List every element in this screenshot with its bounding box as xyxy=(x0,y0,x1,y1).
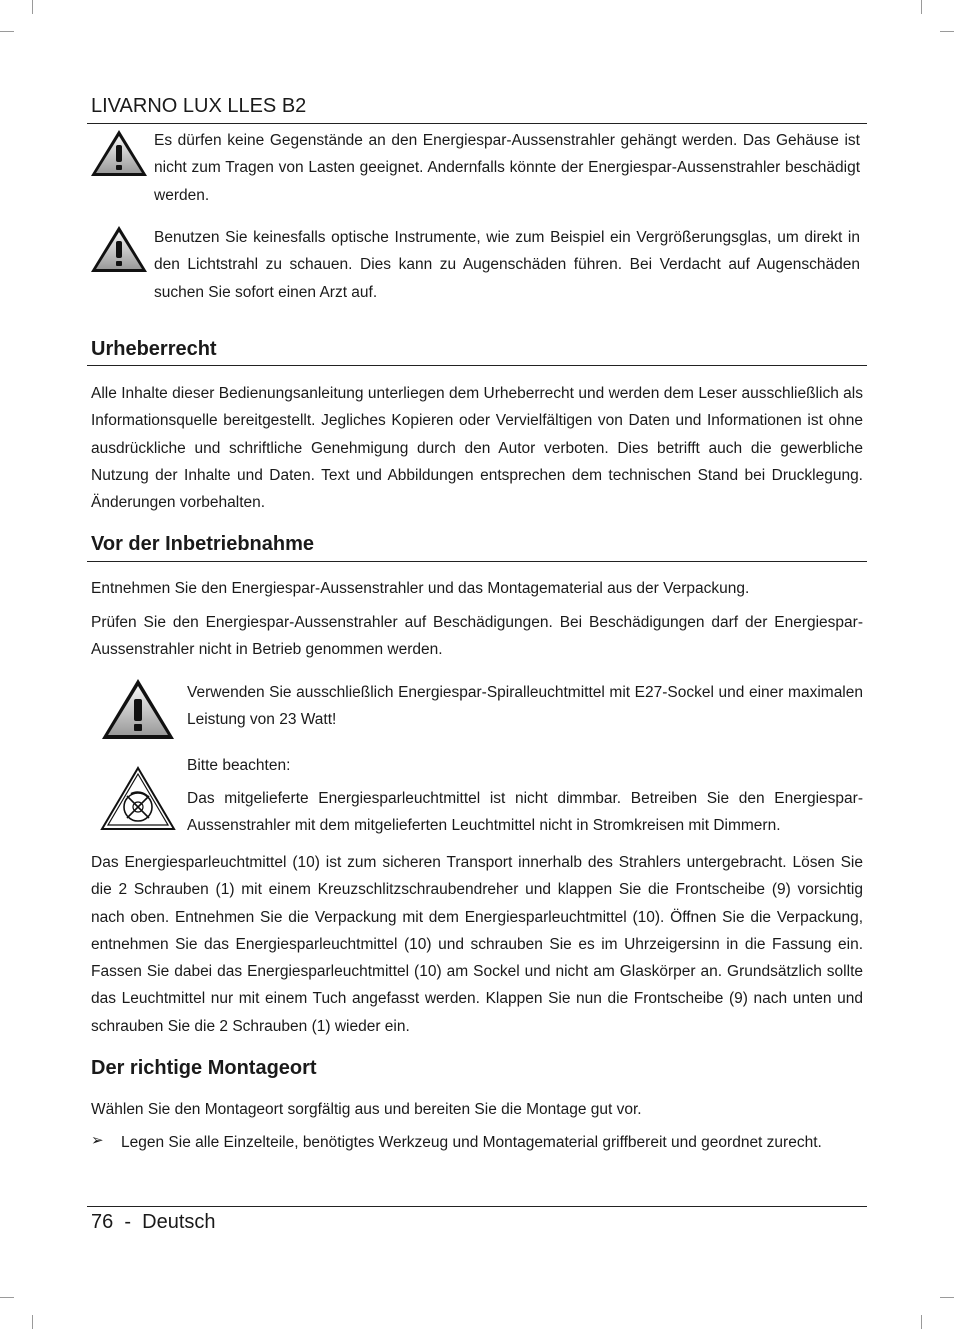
bullet-arrow-icon: ➢ xyxy=(91,1132,104,1149)
note-label: Bitte beachten: xyxy=(187,757,291,774)
copyright-text: Alle Inhalte dieser Bedienungsanleitung unterliegen dem Urheberrecht und werden dem Leser ausschließlich als Informationsquelle bereitgestellt. Jegliches Kopieren oder Vervielfältigen von Daten und Informationen ist ohne ausdrückliche und schriftliche Genehmigung durch den Autor verboten. Dies betrifft auch die gewerbliche Nutzung der Inhalte und Daten. Text und Abbildungen entsprechen dem technischen Stand bei Drucklegung. Änderungen vorbehalten. xyxy=(91,385,863,512)
crop-mark xyxy=(32,0,33,14)
warning-text: Es dürfen keine Gegenstände an den Energiespar-Aussenstrahler gehängt werden. Das Gehäuse ist nicht zum Tragen von Lasten geeignet. Andernfalls könnte der Energiespar-Aussenstrahler beschädigt werden. xyxy=(154,132,860,204)
crop-mark xyxy=(940,1297,954,1298)
header-rule xyxy=(87,123,867,124)
no-dimmer-icon xyxy=(100,766,176,832)
section-rule xyxy=(87,365,867,366)
warning-text: Benutzen Sie keinesfalls optische Instrumente, wie zum Beispiel ein Vergrößerungsglas, um direkt in den Lichtstrahl zu schauen. Dies kann zu Augenschäden führen. Bei Verdacht auf Augenschäden suchen Sie sofort einen Arzt auf. xyxy=(154,229,860,301)
crop-mark xyxy=(0,31,14,32)
section-rule xyxy=(87,561,867,562)
crop-mark xyxy=(32,1315,33,1329)
section-heading-montageort: Der richtige Montageort xyxy=(91,1057,317,1079)
paragraph: Entnehmen Sie den Energiespar-Aussenstrahler und das Montagematerial aus der Verpackung. xyxy=(91,580,750,597)
paragraph: Prüfen Sie den Energiespar-Aussenstrahler auf Beschädigungen. Bei Beschädigungen darf der Energiespar-Aussenstrahler nicht in Betrieb genommen werden. xyxy=(91,614,863,659)
warning-triangle-icon xyxy=(89,224,149,274)
section-heading-inbetriebnahme: Vor der Inbetriebnahme xyxy=(91,533,315,555)
list-item: Legen Sie alle Einzelteile, benötigtes Werkzeug und Montagematerial griffbereit und geordnet zurecht. xyxy=(121,1134,822,1151)
crop-mark xyxy=(921,0,922,14)
warning-text: Verwenden Sie ausschließlich Energiespar-Spiralleuchtmittel mit E27-Sockel und einer maximalen Leistung von 23 Watt! xyxy=(187,684,863,729)
warning-triangle-icon xyxy=(89,128,149,178)
crop-mark xyxy=(921,1315,922,1329)
note-text: Das mitgelieferte Energiesparleuchtmittel ist nicht dimmbar. Betreiben Sie den Energiespar-Aussenstrahler mit dem mitgelieferten Leuchtmittel nicht in Stromkreisen mit Dimmern. xyxy=(187,790,863,835)
crop-mark xyxy=(0,1297,14,1298)
footer-rule xyxy=(87,1206,867,1207)
paragraph: Das Energiesparleuchtmittel (10) ist zum sicheren Transport innerhalb des Strahlers untergebracht. Lösen Sie die 2 Schrauben (1) mit einem Kreuzschlitzschraubendreher und klappen Sie die Frontscheibe (9) vorsichtig nach oben. Entnehmen Sie die Verpackung mit dem Energiesparleuchtmittel (10). Öffnen Sie die Verpackung, entnehmen Sie das Energiesparleuchtmittel (10) und schrauben Sie es im Uhrzeigersinn in die Fassung ein. Fassen Sie dabei das Energiesparleuchtmittel (10) am Sockel und nicht am Glaskörper an. Grundsätzlich sollte das Leuchtmittel nur mit einem Tuch angefasst werden. Klappen Sie nun die Frontscheibe (9) nach unten und schrauben Sie die 2 Schrauben (1) wieder ein. xyxy=(91,854,863,1035)
page-header-title: LIVARNO LUX LLES B2 xyxy=(91,95,307,117)
section-heading-urheberrecht: Urheberrecht xyxy=(91,338,217,360)
warning-triangle-icon xyxy=(100,677,176,741)
crop-mark xyxy=(940,31,954,32)
paragraph: Wählen Sie den Montageort sorgfältig aus und bereiten Sie die Montage gut vor. xyxy=(91,1101,642,1118)
page-footer: 76 - Deutsch xyxy=(91,1211,216,1233)
